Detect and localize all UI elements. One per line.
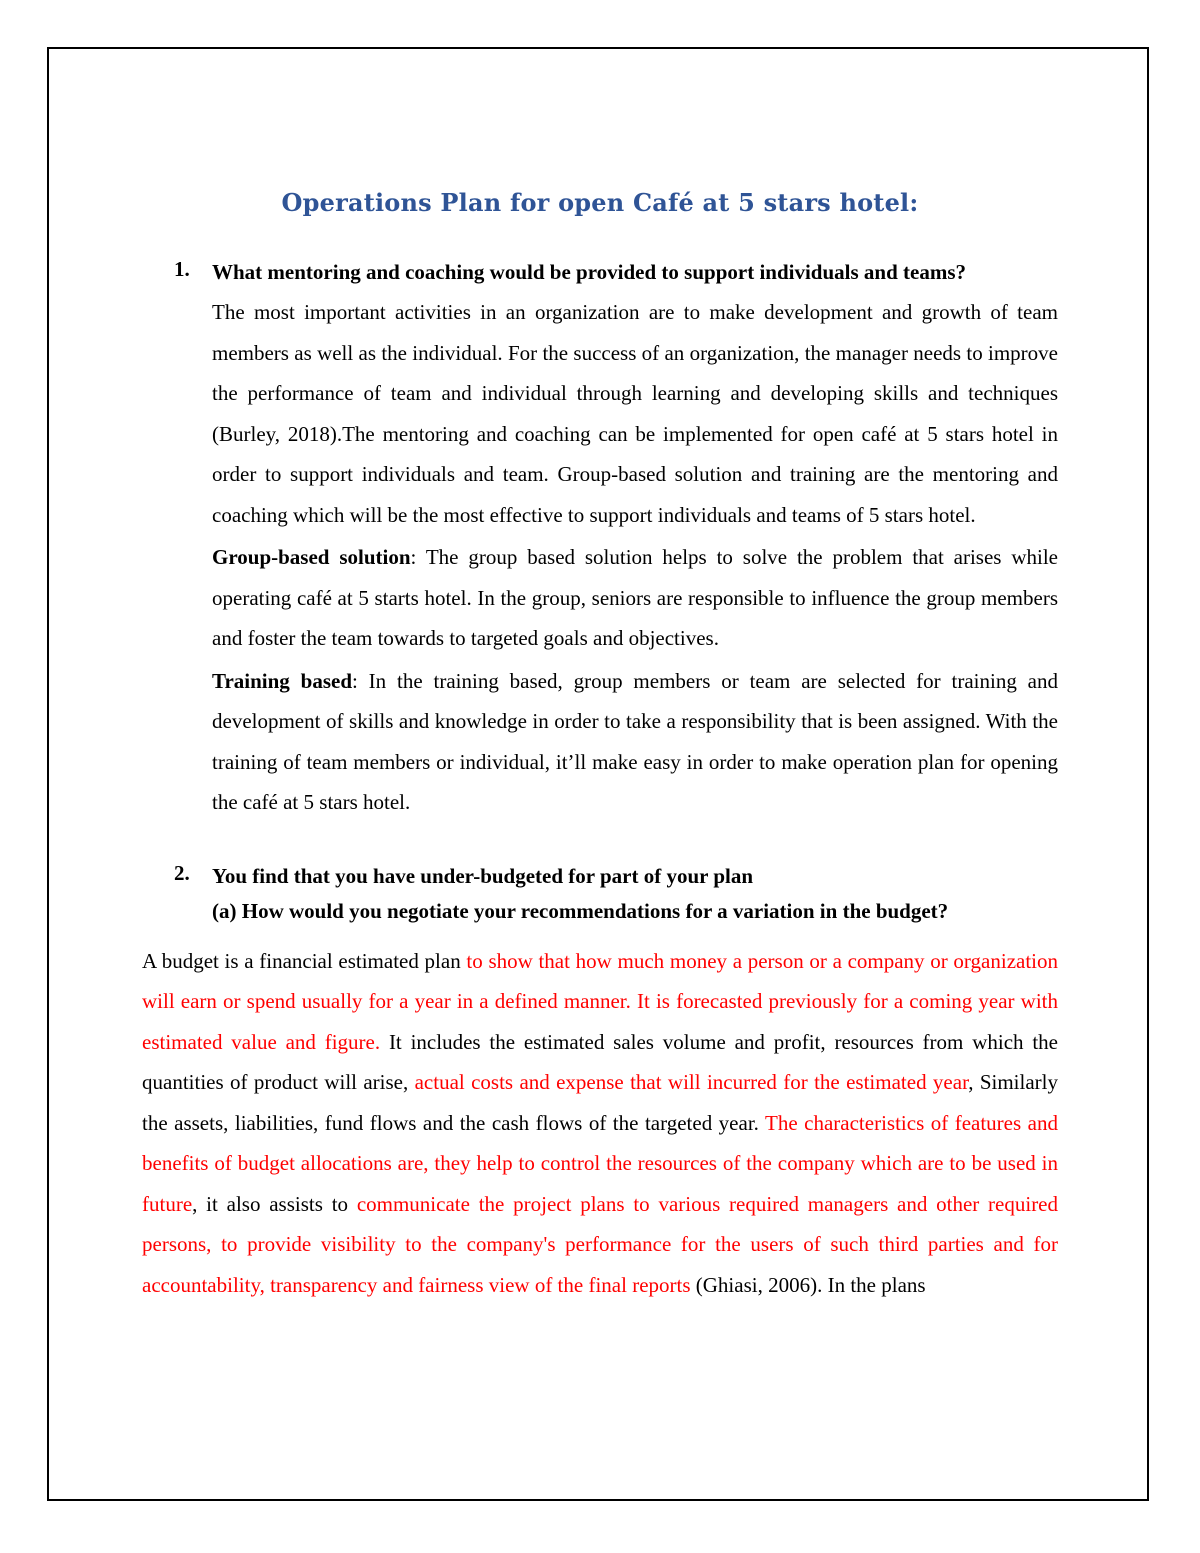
budget-text-8: communicate the project plans to various required managers and other required persons, to provide visibility to the company's performance for the users of such third parties and for accountability, transparency and fairness view of the final reports	[142, 1191, 1059, 1297]
budget-paragraph	[142, 941, 1058, 1306]
budget-text-9: (Ghiasi, 2006). In the plans	[690, 1272, 926, 1297]
document-title: Operations Plan for open Café at 5 stars hotel:	[281, 188, 919, 217]
budget-text-1: A budget is a financial estimated plan	[142, 948, 467, 973]
document-body	[142, 188, 1058, 1305]
group-based-label: Group-based solution	[212, 545, 411, 569]
budget-text-4: actual costs and expense that will incurred for the estimated year	[414, 1070, 969, 1094]
question-1	[142, 257, 1058, 823]
question-2-number: 2.	[174, 860, 190, 885]
budget-text-7: , it also assists to	[192, 1191, 357, 1216]
question-2-heading: You find that you have under-budgeted for part of your plan	[212, 863, 754, 888]
training-based-text: : In the training based, group members or team are selected for training and development of skills and knowledge in order to take a responsibility that is been assigned. With the training of team members or individual, it’ll make easy in order to make operation plan for opening the café at 5 stars hotel.	[212, 668, 1058, 814]
question-1-paragraph: The most important activities in an organization are to make development and growth of team members as well as the individual. For the success of an organization, the manager needs to improve the performance of team and individual through learning and developing skills and techniques (Burley, 2018).The mentoring and coaching can be implemented for open café at 5 stars hotel in order to support individuals and team. Group-based solution and training are the mentoring and coaching which will be the most effective to support individuals and teams of 5 stars hotel.	[212, 300, 1058, 527]
section-gap	[142, 823, 1058, 861]
group-based-text: : The group based solution helps to solve the problem that arises while operating café at 5 starts hotel. In the group, seniors are responsible to influence the group members and foster the team towards to targeted goals and objectives.	[212, 545, 1058, 650]
question-2	[142, 861, 1058, 927]
group-based-paragraph	[212, 537, 1058, 659]
question-1-number: 1.	[174, 257, 190, 281]
question-2a-heading: (a) How would you negotiate your recommendations for a variation in the budget?	[212, 898, 949, 923]
training-based-paragraph	[212, 661, 1058, 823]
question-1-heading: What mentoring and coaching would be provided to support individuals and teams?	[212, 260, 967, 284]
budget-text-5: , Similarly the assets, liabilities, fund flows and the cash flows of the targeted year.	[142, 1070, 1058, 1135]
budget-text-3: It includes the estimated sales volume and profit, resources from which the quantities of product will arise,	[142, 1029, 1058, 1094]
budget-text-6: The characteristics of features and benefits of budget allocations are, they help to control the resources of the company which are to be used in future	[142, 1110, 1058, 1216]
training-based-label: Training based	[212, 668, 352, 693]
budget-text-2: to show that how much money a person or a company or organization will earn or spend usually for a year in a defined manner. It is forecasted previously for a coming year with estimated value and figure.	[142, 948, 1059, 1054]
